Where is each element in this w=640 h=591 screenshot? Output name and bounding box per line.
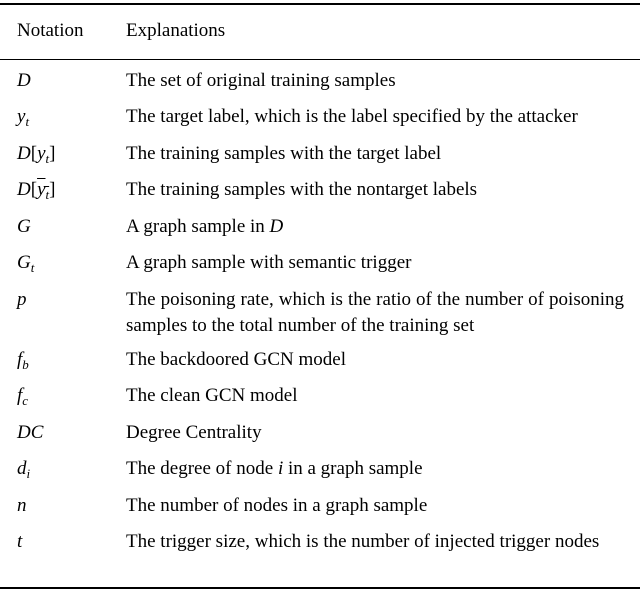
header-notation: Notation [17,20,84,41]
row-explanation: A graph sample with semantic trigger [126,252,412,273]
row-explanation: The number of nodes in a graph sample [126,495,428,516]
row-explanation: The training samples with the target label [126,143,442,164]
top-rule [0,3,640,5]
notation-symbol: t [17,531,23,552]
row-explanation: Degree Centrality [126,422,262,443]
notation-symbol: DC [17,422,44,443]
row-explanation: The set of original training samples [126,70,396,91]
notation-symbol: $D[y_t]$ [17,143,56,166]
row-explanation: The degree of node i in a graph sample [126,458,423,479]
row-explanation: The trigger size, which is the number of injected trigger nodes [126,531,600,552]
notation-symbol: $y_t$ [17,106,30,129]
row-explanation: The training samples with the nontarget labels [126,179,478,200]
row-explanation: The target label, which is the label specified by the attacker [126,106,578,127]
row-explanation: The clean GCN model [126,385,298,406]
header-explanations: Explanations [126,20,226,41]
notation-symbol: $d_i$ [17,458,31,481]
notation-symbol: $G_t$ [17,252,35,275]
notation-symbol: p [17,289,27,310]
row-explanation: A graph sample in D [126,216,284,237]
notation-symbol: $f_b$ [17,349,29,372]
row-explanation: The poisoning rate, which is the ratio of the number of poisoning samples to the total number of the training set [126,289,624,336]
table-header [0,16,640,46]
notation-symbol: G [17,216,31,237]
notation-symbol: $f_c$ [17,385,29,408]
row-explanation: The backdoored GCN model [126,349,347,370]
notation-symbol: n [17,495,27,516]
notation-symbol: D [17,70,31,91]
bottom-rule [0,587,640,589]
header-rule [0,59,640,60]
notation-symbol: $D[y_t]$ [17,179,56,202]
